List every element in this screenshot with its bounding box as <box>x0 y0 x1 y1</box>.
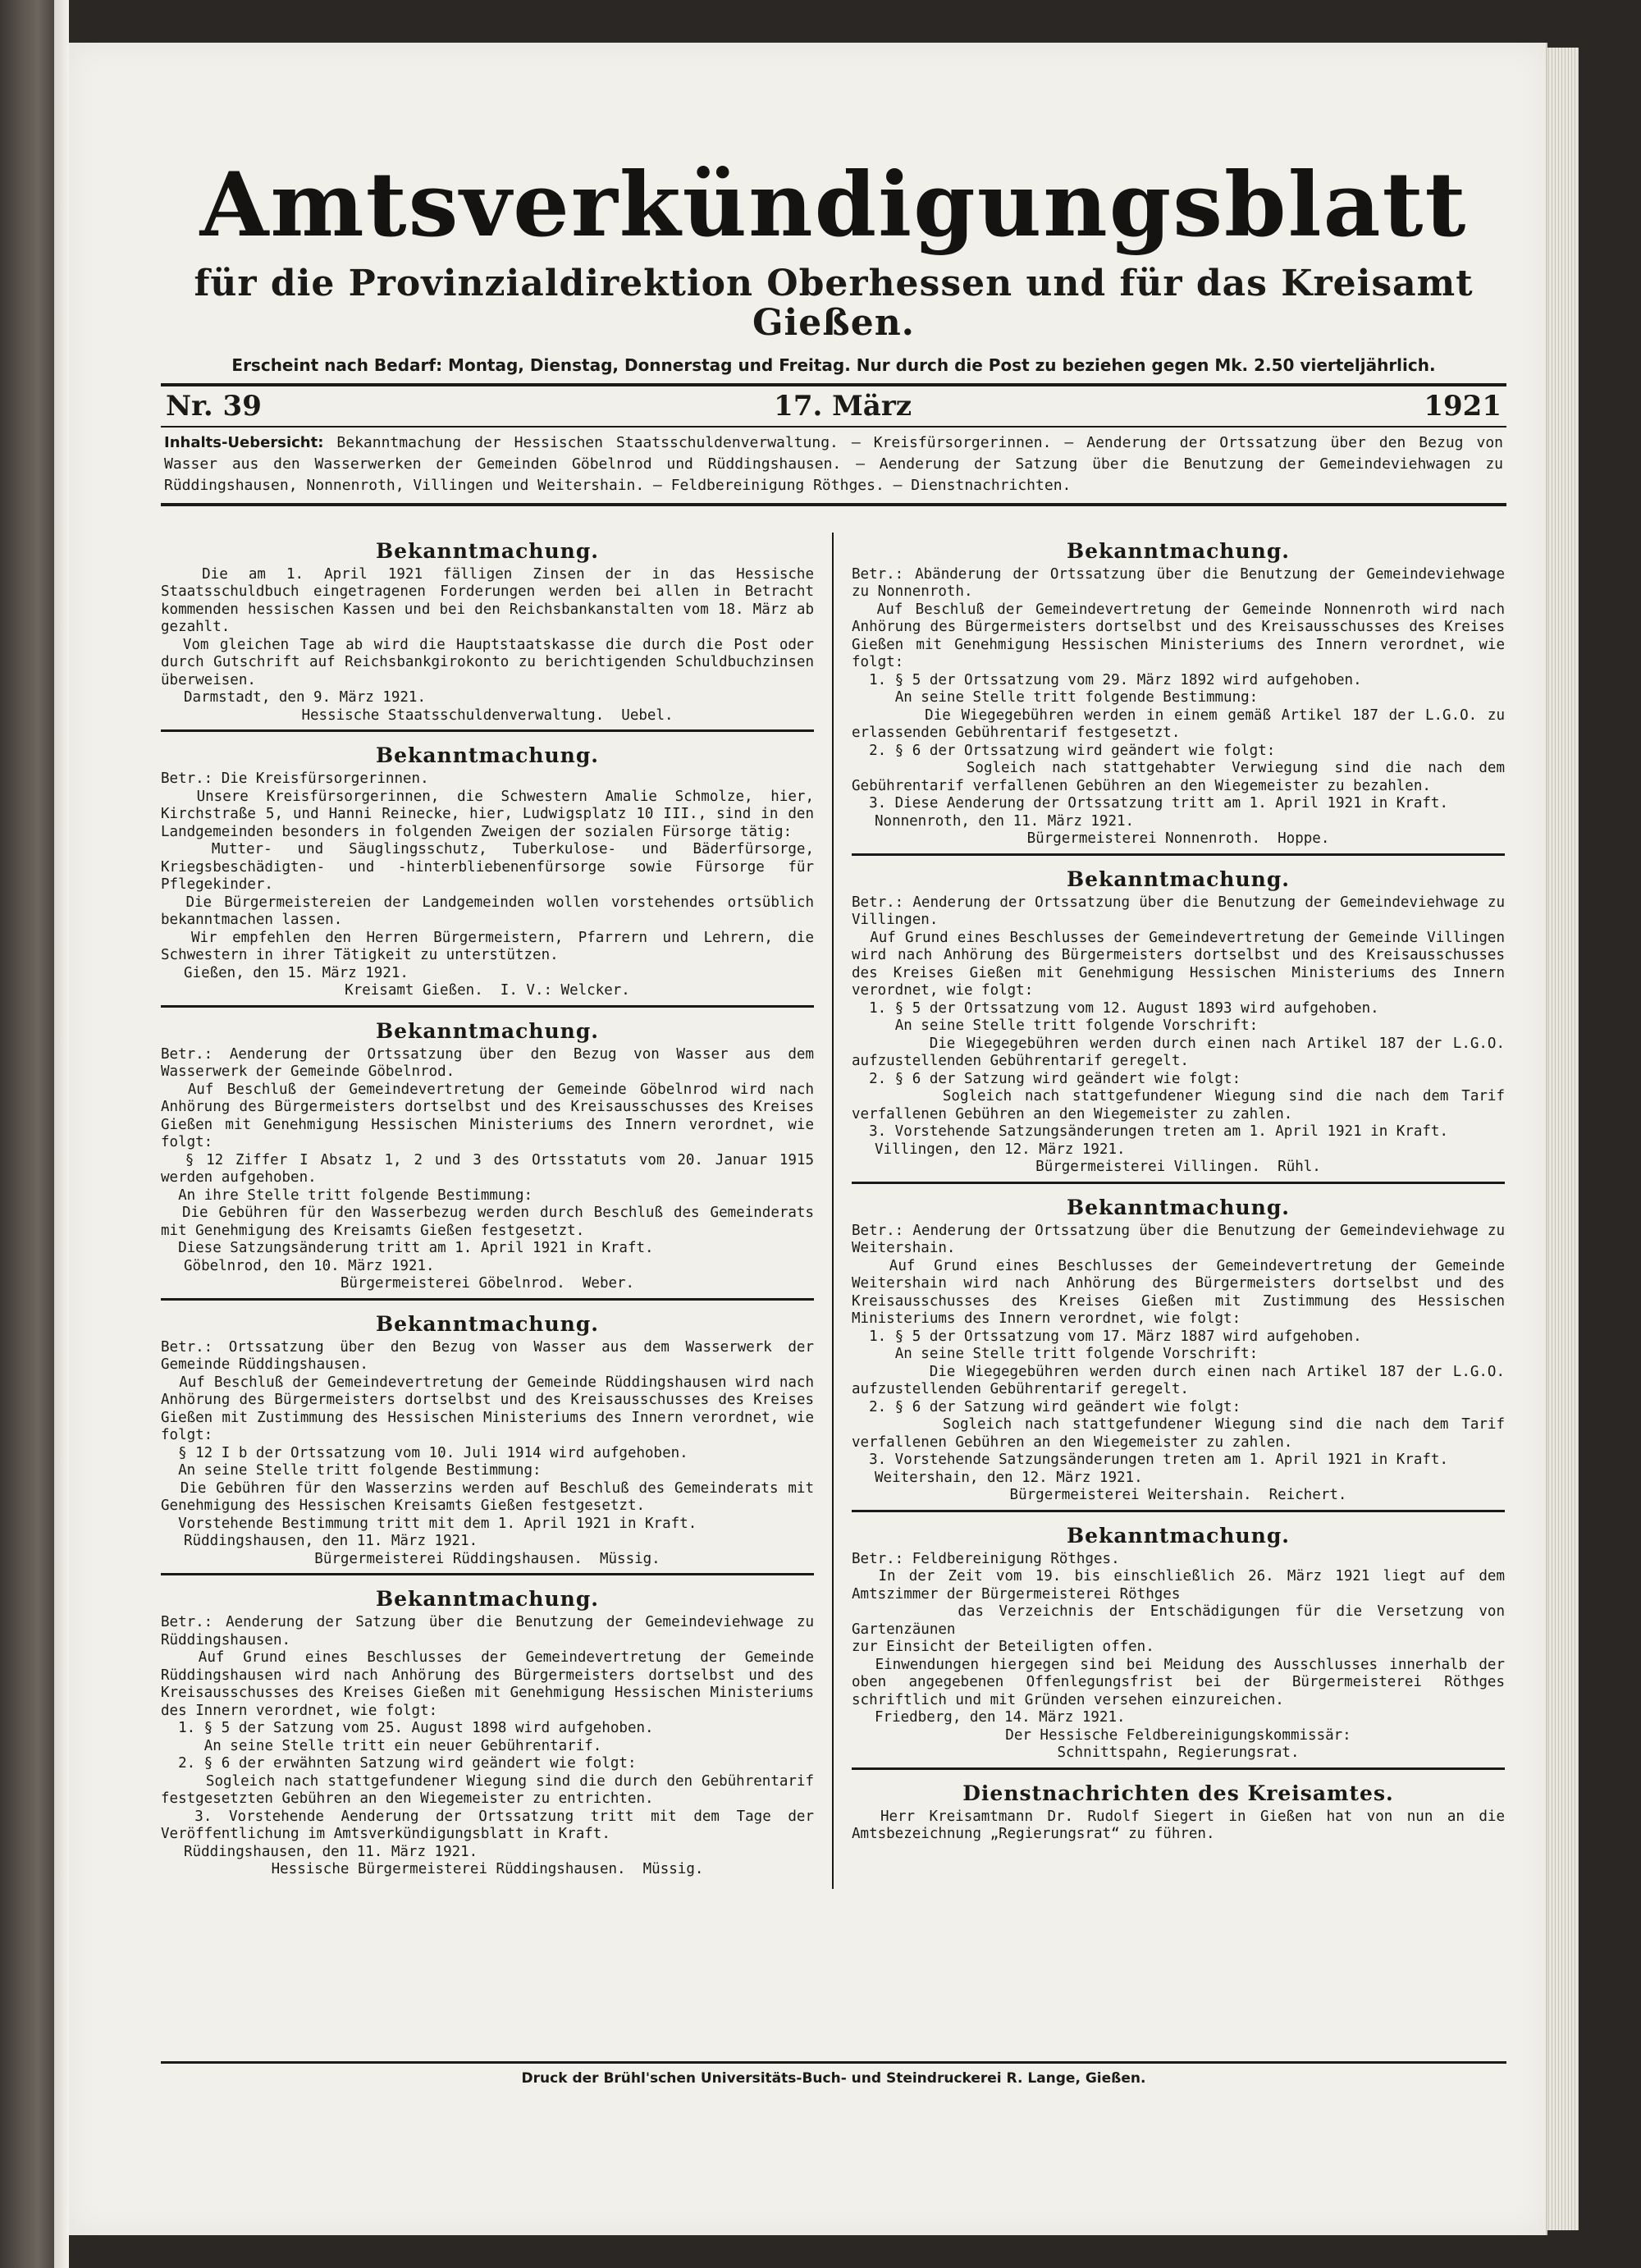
notice-paragraph: Auf Beschluß der Gemeindevertretung der Gemeinde Göbelnrod wird nach Anhörung des Bürgermeisters dortselbst und des Kreisausschusses des Kreises Gießen mit Genehmigung Hessischen Ministeriums des Innern verordnet, wie folgt: <box>161 1081 823 1151</box>
notice-paragraph: zur Einsicht der Beteiligten offen. <box>852 1639 1154 1656</box>
issue-number: Nr. 39 <box>166 389 262 423</box>
notice-paragraph: 1. § 5 der Ortssatzung vom 29. März 1892 wird aufgehoben. <box>852 671 1362 688</box>
table-of-contents <box>161 428 1506 506</box>
notice-place-date: Weitershain, den 12. März 1921. <box>875 1469 1143 1486</box>
notice-paragraph: 2. § 6 der erwähnten Satzung wird geändert wie folgt: <box>161 1755 637 1772</box>
notice-paragraph: An seine Stelle tritt ein neuer Gebührentarif. <box>161 1737 602 1754</box>
notice-paragraph: 1. § 5 der Ortssatzung vom 12. August 1893 wird aufgehoben. <box>852 999 1379 1017</box>
notice-paragraph: § 12 Ziffer I Absatz 1, 2 und 3 des Ortsstatuts vom 20. Januar 1915 werden aufgehoben. <box>161 1151 823 1187</box>
printer-footer: Druck der Brühl'schen Universitäts-Buch- und Steindruckerei R. Lange, Gießen. <box>161 2061 1506 2087</box>
notice <box>161 1013 823 1301</box>
columns <box>161 533 1514 1889</box>
notice-signature: Bürgermeisterei Rüddingshausen. Müssig. <box>314 1550 661 1567</box>
issue-date: 17. März <box>774 389 912 423</box>
notice-paragraph: 3. Diese Aenderung der Ortssatzung tritt am 1. April 1921 in Kraft. <box>852 795 1448 812</box>
notice-place-date: Villingen, den 12. März 1921. <box>875 1141 1126 1158</box>
notice-paragraph: Auf Grund eines Beschlusses der Gemeindevertretung der Gemeinde Weitershain wird nach Anhörung des Bürgermeisters dortselbst und des Kreisausschusses des Kreises Gießen mit Zustimmung des Hessischen Ministeriums des Innern verordnet, wie folgt: <box>852 1257 1514 1328</box>
notice-paragraph: 2. § 6 der Satzung wird geändert wie folgt: <box>852 1070 1241 1087</box>
notice-paragraph: Vom gleichen Tage ab wird die Hauptstaatskasse die durch die Post oder durch Gutschrift auf Reichsbankgirokonto zu berichtigenden Schuldbuchzinsen überweisen. <box>161 636 823 688</box>
notice-paragraph: 1. § 5 der Satzung vom 25. August 1898 wird aufgehoben. <box>161 1720 654 1737</box>
notice-place-date: Friedberg, den 14. März 1921. <box>875 1709 1126 1726</box>
notice-paragraph: Betr.: Aenderung der Ortssatzung über den Bezug von Wasser aus dem Wasserwerk der Gemeinde Göbelnrod. <box>161 1045 823 1081</box>
right-column <box>834 533 1514 1889</box>
notice-paragraph: Sogleich nach stattgefundener Wiegung sind die nach dem Tarif verfallenen Gebühren an den Wiegemeister zu zahlen. <box>852 1088 1514 1123</box>
notice-paragraph: Betr.: Aenderung der Satzung über die Benutzung der Gemeindeviehwage zu Rüddingshausen. <box>161 1614 823 1648</box>
notice-heading: Bekanntmachung. <box>375 1587 600 1612</box>
notice-paragraph: Auf Beschluß der Gemeindevertretung der Gemeinde Rüddingshausen wird nach Anhörung des Bürgermeisters dortselbst und des Kreisausschusses des Kreises Gießen mit Zustimmung des Hessischen Ministeriums des Innern verordnet, wie folgt: <box>161 1374 823 1444</box>
notice <box>852 1517 1514 1770</box>
book-binding <box>0 0 54 2268</box>
notice-paragraph: Betr.: Aenderung der Ortssatzung über die Benutzung der Gemeindeviehwage zu Villingen. <box>852 894 1514 929</box>
notice-paragraph: Betr.: Aenderung der Ortssatzung über die Benutzung der Gemeindeviehwage zu Weitershain. <box>852 1222 1514 1257</box>
notice <box>161 1580 823 1884</box>
notice-heading: Bekanntmachung. <box>375 1018 600 1043</box>
issue-year: 1921 <box>1424 389 1502 423</box>
notice-paragraph: Auf Grund eines Beschlusses der Gemeindevertretung der Gemeinde Villingen wird nach Anhörung des Bürgermeisters dortselbst und des Kreisausschusses des Kreises Gießen mit Genehmigung Hessischen Ministeriums des Innern verordnet, wie folgt: <box>852 929 1514 999</box>
notice-paragraph: Die Bürgermeistereien der Landgemeinden wollen vorstehendes ortsüblich bekanntmachen lassen. <box>161 894 823 929</box>
notice-place-date: Rüddingshausen, den 11. März 1921. <box>184 1843 478 1860</box>
toc-text: Bekanntmachung der Hessischen Staatsschuldenverwaltung. – Kreisfürsorgerinnen. – Aenderung der Ortssatzung über den Bezug von Wasser aus den Wasserwerken der Gemeinden Göbelnrod und Rüddingshausen. – Aenderung der Satzung über die Benutzung der Gemeindeviehwagen zu Rüddingshausen, Nonnenroth, Villingen und Weitershain. – Feldbereinigung Röthges. – Dienstnachrichten. <box>164 433 1503 494</box>
notice-paragraph: Auf Beschluß der Gemeindevertretung der Gemeinde Nonnenroth wird nach Anhörung des Bürgermeisters dortselbst und des Kreisausschusses des Kreises Gießen mit Genehmigung Hessischen Ministeriums des Innern verordnet, wie folgt: <box>852 601 1514 671</box>
notice-paragraph: Mutter- und Säuglingsschutz, Tuberkulose- und Bäderfürsorge, Kriegsbeschädigten- und -hinterbliebenenfürsorge sowie Fürsorge für Pflegekinder. <box>161 841 823 894</box>
page-content <box>161 118 1514 2087</box>
issue-bar <box>161 383 1506 428</box>
notice-signature: Bürgermeisterei Nonnenroth. Hoppe. <box>1026 830 1330 848</box>
notice-paragraph: Einwendungen hiergegen sind bei Meidung des Ausschlusses innerhalb der oben angegebenen Offenlegungsfrist bei der Bürgermeisterei Röthges schriftlich und mit Gründen versehen einzureichen. <box>852 1656 1514 1708</box>
notice-paragraph: Vorstehende Bestimmung tritt mit dem 1. April 1921 in Kraft. <box>161 1515 697 1532</box>
notice-paragraph: 2. § 6 der Satzung wird geändert wie folgt: <box>852 1398 1241 1415</box>
notice-paragraph: Unsere Kreisfürsorgerinnen, die Schwestern Amalie Schmolze, hier, Kirchstraße 5, und Hanni Reinecke, hier, Ludwigsplatz 10 III., sind in den Landgemeinden besonders in folgenden Zweigen der sozialen Fürsorge tätig: <box>161 788 823 840</box>
notice-paragraph: das Verzeichnis der Entschädigungen für die Versetzung von Gartenzäunen <box>852 1603 1514 1638</box>
notice-paragraph: 3. Vorstehende Satzungsänderungen treten am 1. April 1921 in Kraft. <box>852 1452 1448 1469</box>
notice <box>852 861 1514 1184</box>
notice-place-date: Rüddingshausen, den 11. März 1921. <box>184 1533 478 1550</box>
notice-heading: Bekanntmachung. <box>375 743 600 768</box>
notice-signature: Hessische Staatsschuldenverwaltung. Uebel. <box>301 706 674 724</box>
notice-paragraph: In der Zeit vom 19. bis einschließlich 26. März 1921 liegt auf dem Amtszimmer der Bürgermeisterei Röthges <box>852 1568 1514 1603</box>
notice-signature: Kreisamt Gießen. I. V.: Welcker. <box>345 982 630 999</box>
notice-heading: Bekanntmachung. <box>375 538 600 563</box>
notice-paragraph: Sogleich nach stattgehabter Verwiegung sind die nach dem Gebührentarif verfallenen Gebühren an den Wiegemeister zu bezahlen. <box>852 760 1514 794</box>
publication-note: Erscheint nach Bedarf: Montag, Dienstag, Donnerstag und Freitag. Nur durch die Post zu beziehen gegen Mk. 2.50 vierteljährlich. <box>231 354 1436 375</box>
notice-paragraph: Die Wiegegebühren werden in einem gemäß Artikel 187 der L.G.O. zu erlassenden Gebührentarif festgesetzt. <box>852 706 1514 742</box>
masthead-subtitle: für die Provinzialdirektion Oberhessen und für das Kreisamt Gießen. <box>194 263 1474 345</box>
page-stack-edge <box>1546 48 1579 2230</box>
notice-paragraph: Die Wiegegebühren werden durch einen nach Artikel 187 der L.G.O. aufzustellenden Gebührentarif geregelt. <box>852 1035 1514 1070</box>
notice-paragraph: Die Wiegegebühren werden durch einen nach Artikel 187 der L.G.O. aufzustellenden Gebührentarif geregelt. <box>852 1363 1514 1398</box>
notice-paragraph: Die Gebühren für den Wasserzins werden auf Beschluß des Gemeinderats mit Genehmigung des Hessischen Kreisamts Gießen festgesetzt. <box>161 1479 823 1515</box>
notice-paragraph: Auf Grund eines Beschlusses der Gemeindevertretung der Gemeinde Rüddingshausen wird nach Anhörung des Bürgermeisters dortselbst und des Kreisausschusses des Kreises Gießen mit Genehmigung Hessischen Ministeriums des Innern verordnet, wie folgt: <box>161 1649 823 1719</box>
notice-paragraph: 3. Vorstehende Satzungsänderungen treten am 1. April 1921 in Kraft. <box>852 1123 1448 1141</box>
notice-paragraph: An seine Stelle tritt folgende Bestimmung: <box>161 1462 542 1479</box>
notice-signature: Hessische Bürgermeisterei Rüddingshausen. Müssig. <box>271 1861 704 1878</box>
notice-paragraph: An seine Stelle tritt folgende Bestimmung: <box>852 689 1259 706</box>
notice-paragraph: An ihre Stelle tritt folgende Bestimmung: <box>161 1187 533 1204</box>
notice-paragraph: § 12 I b der Ortssatzung vom 10. Juli 1914 wird aufgehoben. <box>161 1444 688 1461</box>
notice-heading: Bekanntmachung. <box>1066 867 1291 891</box>
notice-heading: Bekanntmachung. <box>1066 538 1291 563</box>
notice <box>161 533 823 733</box>
notice-paragraph: Die Gebühren für den Wasserbezug werden durch Beschluß des Gemeinderats mit Genehmigung des Kreisamts Gießen festgesetzt. <box>161 1205 823 1239</box>
toc-label: Inhalts-Uebersicht: <box>164 433 324 451</box>
notice <box>161 737 823 1008</box>
notice <box>852 1775 1514 1849</box>
notice <box>852 1189 1514 1512</box>
left-column <box>161 533 834 1889</box>
notice-signature: Bürgermeisterei Weitershain. Reichert. <box>1009 1487 1347 1504</box>
notice-heading: Bekanntmachung. <box>1066 1195 1291 1219</box>
notice-signature: Der Hessische Feldbereinigungskommissär: Schnittspahn, Regierungsrat. <box>1005 1726 1351 1762</box>
notice-paragraph: 3. Vorstehende Aenderung der Ortssatzung tritt mit dem Tage der Veröffentlichung im Amtsverkündigungsblatt in Kraft. <box>161 1808 823 1843</box>
notice-signature: Bürgermeisterei Villingen. Rühl. <box>1035 1159 1321 1176</box>
notice-paragraph: Sogleich nach stattgefundener Wiegung sind die durch den Gebührentarif festgesetzten Gebühren an den Wiegemeister zu entrichten. <box>161 1772 823 1808</box>
notice-heading: Bekanntmachung. <box>1066 1523 1291 1548</box>
notice-paragraph: Diese Satzungsänderung tritt am 1. April 1921 in Kraft. <box>161 1240 654 1257</box>
notice <box>161 1305 823 1576</box>
notice-paragraph: An seine Stelle tritt folgende Vorschrift: <box>852 1017 1259 1035</box>
notice-paragraph: Betr.: Ortssatzung über den Bezug von Wasser aus dem Wasserwerk der Gemeinde Rüddingshausen. <box>161 1338 823 1374</box>
masthead-title: Amtsverkündigungsblatt <box>199 153 1468 257</box>
notice-paragraph: 1. § 5 der Ortssatzung vom 17. März 1887 wird aufgehoben. <box>852 1328 1362 1345</box>
notice-paragraph: An seine Stelle tritt folgende Vorschrift: <box>852 1346 1259 1363</box>
notice-paragraph: Sogleich nach stattgefundener Wiegung sind die nach dem Tarif verfallenen Gebühren an den Wiegemeister zu zahlen. <box>852 1416 1514 1451</box>
notice-paragraph: Betr.: Feldbereinigung Röthges. <box>852 1550 1120 1567</box>
notice-paragraph: 2. § 6 der Ortssatzung wird geändert wie folgt: <box>852 742 1276 759</box>
notice-heading: Bekanntmachung. <box>375 1311 600 1336</box>
notice-heading: Dienstnachrichten des Kreisamtes. <box>962 1781 1394 1805</box>
notice-paragraph: Wir empfehlen den Herren Bürgermeistern, Pfarrern und Lehrern, die Schwestern in ihrer Tätigkeit zu unterstützen. <box>161 929 823 964</box>
notice-signature: Bürgermeisterei Göbelnrod. Weber. <box>340 1275 635 1292</box>
notice-paragraph: Betr.: Die Kreisfürsorgerinnen. <box>161 770 429 788</box>
newspaper-page <box>69 43 1547 2235</box>
notice-place-date: Darmstadt, den 9. März 1921. <box>184 689 427 706</box>
notice-place-date: Nonnenroth, den 11. März 1921. <box>875 812 1135 830</box>
binding-edge <box>54 0 69 2268</box>
notice-paragraph: Herr Kreisamtmann Dr. Rudolf Siegert in Gießen hat von nun an die Amtsbezeichnung „Regierungsrat“ zu führen. <box>852 1808 1514 1843</box>
notice-paragraph: Die am 1. April 1921 fälligen Zinsen der in das Hessische Staatsschuldbuch eingetragenen Forderungen werden bei allen in Betracht kommenden hessischen Kassen und bei den Reichsbankanstalten vom 18. März ab gezahlt. <box>161 565 823 636</box>
notice-place-date: Gießen, den 15. März 1921. <box>184 964 409 981</box>
notice <box>852 533 1514 856</box>
notice-place-date: Göbelnrod, den 10. März 1921. <box>184 1257 435 1274</box>
notice-paragraph: Betr.: Abänderung der Ortssatzung über die Benutzung der Gemeindeviehwage zu Nonnenroth. <box>852 565 1514 601</box>
